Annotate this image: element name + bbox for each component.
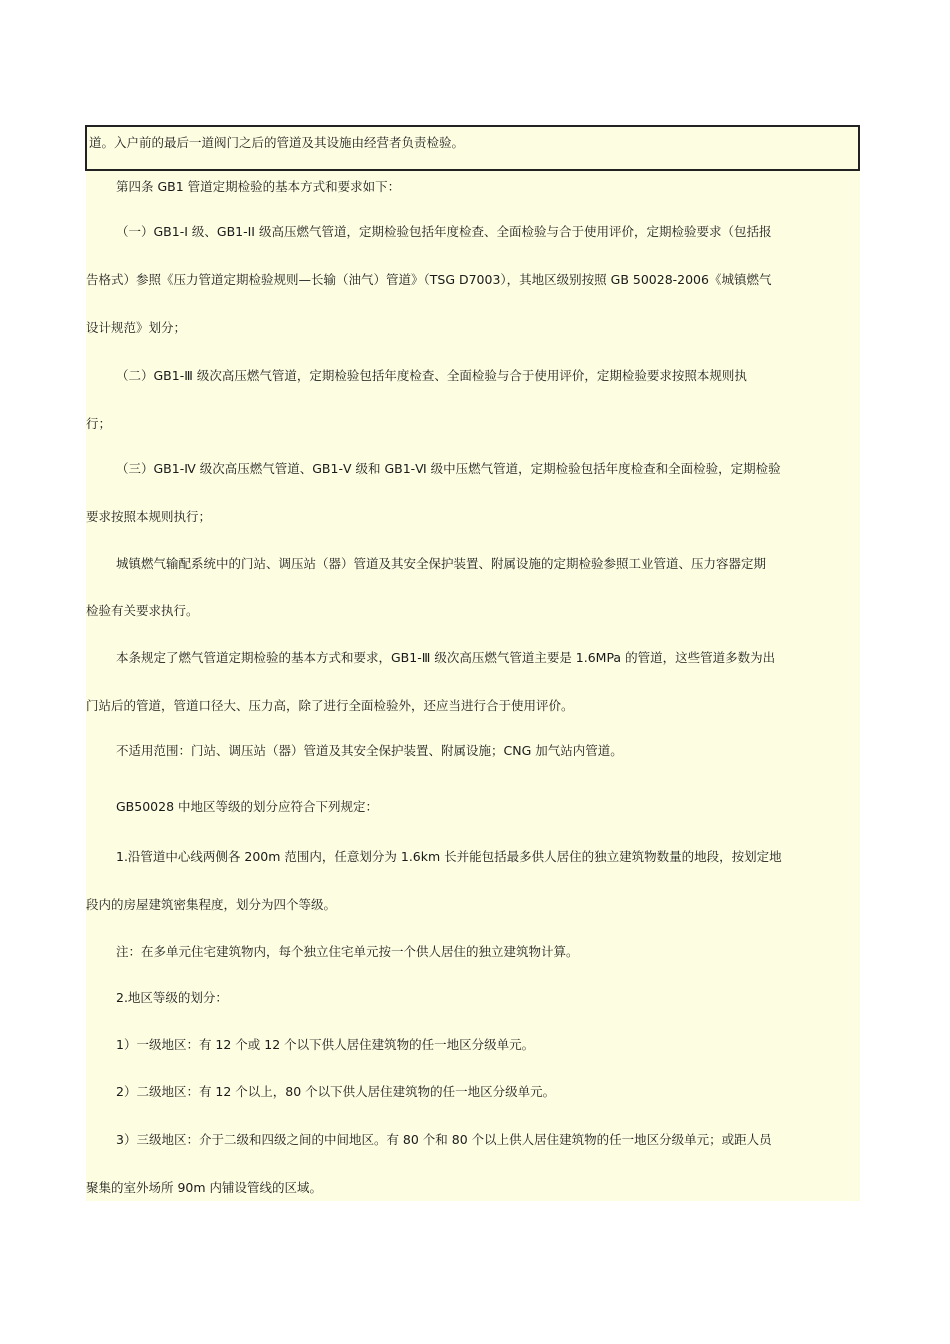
text-line: 门站后的管道，管道口径大、压力高，除了进行全面检验外，还应当进行合于使用评价。 xyxy=(86,698,574,713)
text-line: 3）三级地区：介于二级和四级之间的中间地区。有 80 个和 80 个以上供人居住建筑物的任一地区分级单元；或距人员 xyxy=(116,1132,772,1147)
text-line: （二）GB1-Ⅲ 级次高压燃气管道，定期检验包括年度检查、全面检验与合于使用评价，定期检验要求按照本规则执 xyxy=(116,368,747,383)
text-line: 1.沿管道中心线两侧各 200m 范围内，任意划分为 1.6km 长并能包括最多供人居住的独立建筑物数量的地段，按划定地 xyxy=(116,849,782,864)
text-line: （一）GB1-I 级、GB1-II 级高压燃气管道，定期检验包括年度检查、全面检验与合于使用评价，定期检验要求（包括报 xyxy=(116,224,772,239)
text-line: 要求按照本规则执行； xyxy=(86,509,212,524)
text-line: 1）一级地区：有 12 个或 12 个以下供人居住建筑物的任一地区分级单元。 xyxy=(116,1037,535,1052)
text-line: 第四条 GB1 管道定期检验的基本方式和要求如下： xyxy=(116,179,401,194)
boxed-text-line: 道。入户前的最后一道阀门之后的管道及其设施由经营者负责检验。 xyxy=(89,135,465,150)
boxed-paragraph xyxy=(85,125,860,171)
text-line: 城镇燃气输配系统中的门站、调压站（器）管道及其安全保护装置、附属设施的定期检验参照工业管道、压力容器定期 xyxy=(116,556,767,571)
text-line: 注：在多单元住宅建筑物内，每个独立住宅单元按一个供人居住的独立建筑物计算。 xyxy=(116,944,579,959)
text-line: 2）二级地区：有 12 个以上，80 个以下供人居住建筑物的任一地区分级单元。 xyxy=(116,1084,556,1099)
text-line: 2.地区等级的划分： xyxy=(116,990,228,1005)
text-line: 不适用范围：门站、调压站（器）管道及其安全保护装置、附属设施；CNG 加气站内管道。 xyxy=(116,743,623,758)
text-line: 设计规范》划分； xyxy=(86,320,187,335)
text-line: 本条规定了燃气管道定期检验的基本方式和要求，GB1-Ⅲ 级次高压燃气管道主要是 1.6MPa 的管道，这些管道多数为出 xyxy=(116,650,776,665)
text-line: 段内的房屋建筑密集程度，划分为四个等级。 xyxy=(86,897,337,912)
text-line: 行； xyxy=(86,416,112,431)
text-line: （三）GB1-Ⅳ 级次高压燃气管道、GB1-Ⅴ 级和 GB1-Ⅵ 级中压燃气管道，定期检验包括年度检查和全面检验，定期检验 xyxy=(116,461,781,476)
text-line: 检验有关要求执行。 xyxy=(86,603,199,618)
text-line: 告格式）参照《压力管道定期检验规则—长输（油气）管道》（TSG D7003），其地区级别按照 GB 50028-2006《城镇燃气 xyxy=(86,272,772,287)
text-line: GB50028 中地区等级的划分应符合下列规定： xyxy=(116,799,379,814)
document-body xyxy=(86,171,860,1201)
text-line: 聚集的室外场所 90m 内铺设管线的区域。 xyxy=(86,1180,323,1195)
